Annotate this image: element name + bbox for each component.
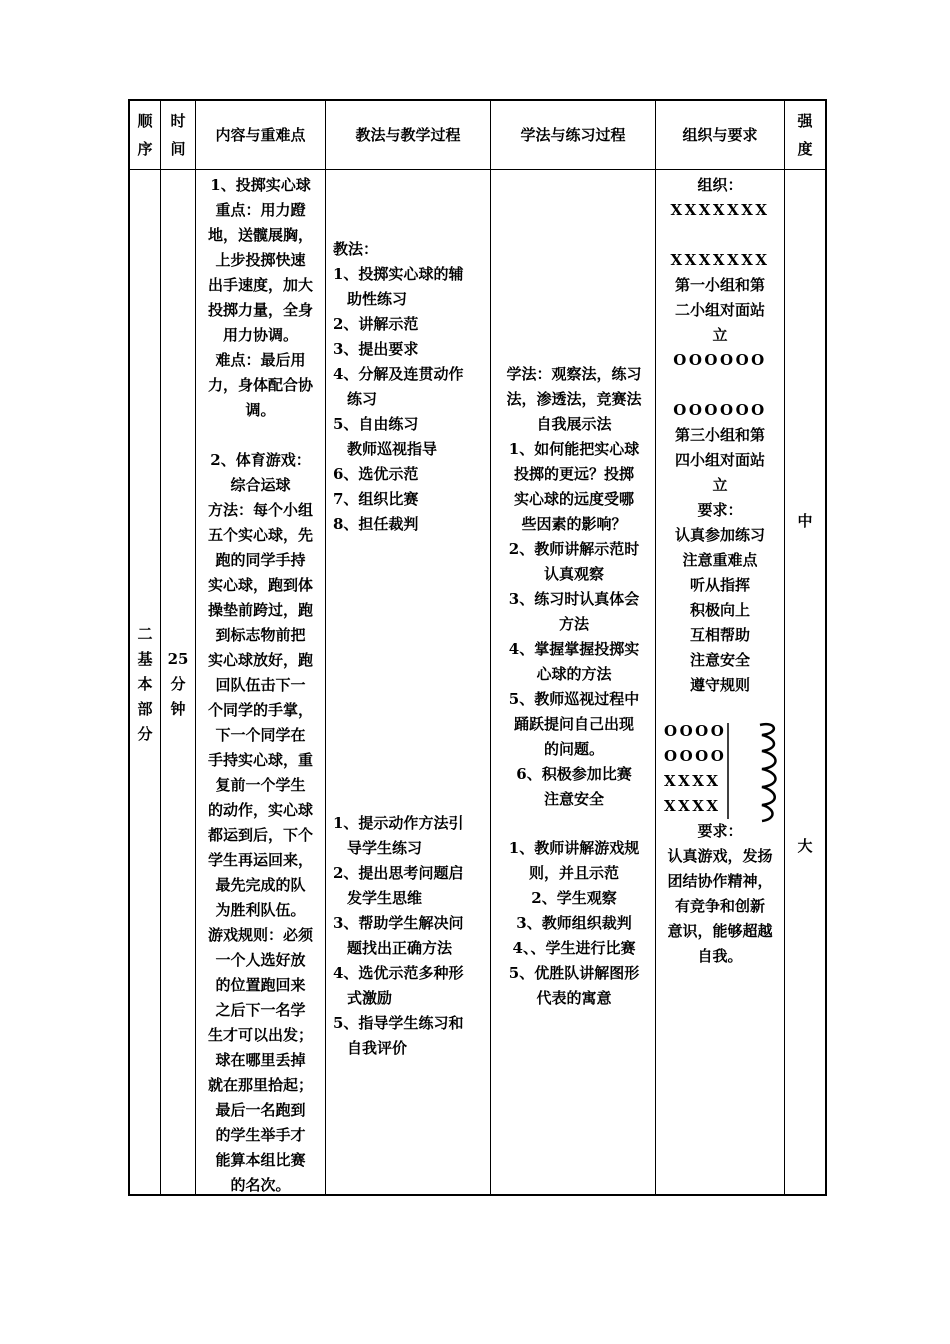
learning-step: 自我展示法 — [536, 415, 612, 433]
teaching-step: 7、组织比赛 — [333, 490, 419, 508]
formation-row: OOOO — [664, 747, 727, 765]
teaching-process — [333, 811, 490, 1061]
org-requirement: 注意安全 — [689, 651, 750, 669]
game-requirement-line: 有竞争和创新 — [674, 897, 765, 915]
learning-process — [493, 836, 655, 1011]
teaching-title: 教法： — [333, 240, 379, 258]
content-line: 方法：每个小组 — [207, 501, 313, 519]
content-line: 游戏规则：必须 — [207, 926, 313, 944]
grid-line — [325, 101, 326, 1194]
content-line: 调。 — [245, 401, 276, 419]
learning-step: 学法：观察法，练习 — [506, 365, 642, 383]
teaching-step: 1、投掷实心球的辅 — [333, 265, 464, 283]
org-group-text: 第三小组和第 — [674, 426, 765, 444]
content-line: 手持实心球，重 — [207, 751, 313, 769]
learning-methods — [493, 362, 655, 812]
teaching-step: 练习 — [347, 390, 378, 408]
teaching-step: 8、担任裁判 — [333, 515, 419, 533]
content-line: 实心球放好，跑 — [207, 651, 313, 669]
teaching-step: 自我评价 — [347, 1039, 408, 1057]
content-line: 难点：最后用 — [215, 351, 306, 369]
learning-step: 投掷的更远？投掷 — [513, 465, 634, 483]
content-line: 一个人选好放 — [215, 951, 306, 969]
content-line: 就在那里拾起； — [207, 1076, 313, 1094]
teaching-step: 1、提示动作方法引 — [333, 814, 464, 832]
learning-step: 的问题。 — [543, 740, 604, 758]
content-line: 学生再运回来， — [207, 851, 313, 869]
org-requirement: 听从指挥 — [689, 576, 750, 594]
learning-step: 代表的寓意 — [536, 989, 612, 1007]
org-requirement: 遵守规则 — [689, 676, 750, 694]
content-line — [196, 423, 325, 448]
content-line: 球在哪里丢掉 — [215, 1051, 306, 1069]
organization-section — [656, 173, 784, 698]
formation-x-row: XXXXXXX — [670, 201, 770, 219]
learning-step: 认真观察 — [543, 565, 604, 583]
content-line: 用力协调。 — [222, 326, 298, 344]
content-difficulty-text — [196, 173, 325, 1198]
intensity-medium: 中 — [797, 512, 813, 530]
teaching-step: 导学生练习 — [347, 839, 423, 857]
route-diagram — [720, 719, 784, 829]
teaching-step: 4、选优示范多种形 — [333, 964, 464, 982]
learning-step: 3、练习时认真体会 — [508, 590, 640, 608]
header-learning: 学法与练习过程 — [520, 125, 626, 144]
content-line: 的名次。 — [230, 1176, 291, 1194]
grid-line — [490, 101, 491, 1194]
content-line: 最先完成的队 — [215, 876, 306, 894]
learning-step: 注意安全 — [543, 790, 604, 808]
teaching-step: 式激励 — [347, 989, 393, 1007]
header-teaching: 教法与教学过程 — [355, 125, 461, 144]
header-divider — [130, 169, 825, 170]
header-time: 时 间 — [170, 112, 186, 158]
learning-step: 1、如何能把实心球 — [508, 440, 640, 458]
org-requirement: 互相帮助 — [689, 626, 750, 644]
teaching-step: 助性练习 — [347, 290, 408, 308]
org-group-text: 二小组对面站 — [674, 301, 765, 319]
org-req-title: 要求： — [697, 501, 743, 519]
content-line: 上步投掷快速 — [215, 251, 306, 269]
teaching-step: 5、自由练习 — [333, 415, 419, 433]
content-line: 2、体育游戏： — [210, 451, 311, 469]
org-group-text: 第一小组和第 — [674, 276, 765, 294]
section-label: 二 基 本 部 分 — [137, 625, 153, 743]
org-requirement: 积极向上 — [689, 601, 750, 619]
teaching-step: 4、分解及连贯动作 — [333, 365, 464, 383]
game-requirements — [656, 819, 784, 969]
content-line: 最后一名跑到 — [215, 1101, 306, 1119]
learning-step: 实心球的远度受哪 — [513, 490, 634, 508]
game-req-title: 要求： — [697, 822, 743, 840]
org-requirement: 注意重难点 — [682, 551, 758, 569]
teaching-step: 2、讲解示范 — [333, 315, 419, 333]
content-line: 力，身体配合协 — [207, 376, 313, 394]
header-intensity: 强 度 — [797, 112, 813, 158]
content-line: 跑的同学手持 — [215, 551, 306, 569]
content-line: 回队伍击下一 — [215, 676, 306, 694]
formation-x-row: XXXXXXX — [670, 251, 770, 269]
formation-o-row: OOOOOO — [673, 401, 767, 419]
header-content: 内容与重难点 — [215, 125, 306, 144]
org-group-text: 立 — [712, 326, 728, 344]
content-line: 下一个同学在 — [215, 726, 306, 744]
header-order: 顺 序 — [137, 112, 153, 158]
content-line: 重点：用力蹬 — [215, 201, 306, 219]
teaching-step: 5、指导学生练习和 — [333, 1014, 464, 1032]
content-line: 复前一个学生 — [215, 776, 306, 794]
learning-step: 踊跃提问自己出现 — [513, 715, 634, 733]
learning-step: 3、教师组织裁判 — [516, 914, 632, 932]
learning-step: 心球的方法 — [536, 665, 612, 683]
content-line: 能算本组比赛 — [215, 1151, 306, 1169]
header-organization: 组织与要求 — [682, 125, 758, 144]
content-line: 的学生举手才 — [215, 1126, 306, 1144]
content-line: 到标志物前把 — [215, 626, 306, 644]
org-title: 组织： — [697, 176, 743, 194]
zigzag-run-path — [760, 724, 776, 821]
learning-step: 4、、学生进行比赛 — [512, 939, 636, 957]
content-line: 生才可以出发； — [207, 1026, 313, 1044]
game-requirement-line: 意识，能够超越 — [667, 922, 773, 940]
learning-step: 6、积极参加比赛 — [516, 765, 632, 783]
content-line: 地，送髋展胸， — [207, 226, 313, 244]
learning-step: 4、掌握掌握投掷实 — [508, 640, 640, 658]
learning-step: 法，渗透法，竞赛法 — [506, 390, 642, 408]
learning-step: 则，并且示范 — [528, 864, 619, 882]
org-requirement: 认真参加练习 — [674, 526, 765, 544]
formation-row: XXXX — [664, 772, 721, 790]
learning-step: 方法 — [558, 615, 589, 633]
teaching-step: 2、提出思考问题启 — [333, 864, 464, 882]
content-line: 综合运球 — [230, 476, 291, 494]
content-line: 实心球，跑到体 — [207, 576, 313, 594]
teaching-step: 教师巡视指导 — [347, 440, 438, 458]
formation-o-row: OOOOOO — [673, 351, 767, 369]
org-group-text: 四小组对面站 — [674, 451, 765, 469]
teaching-step: 题找出正确方法 — [347, 939, 453, 957]
teaching-step: 6、选优示范 — [333, 465, 419, 483]
formation-row: OOOO — [664, 722, 727, 740]
game-requirement-line: 认真游戏，发扬 — [667, 847, 773, 865]
content-line: 投掷力量，全身 — [207, 301, 313, 319]
content-line: 之后下一名学 — [215, 1001, 306, 1019]
content-line: 1、投掷实心球 — [210, 176, 311, 194]
duration-label: 25 分 钟 — [167, 650, 189, 718]
intensity-high: 大 — [797, 837, 813, 855]
content-line: 的位置跑回来 — [215, 976, 306, 994]
teaching-step: 3、提出要求 — [333, 340, 419, 358]
lesson-plan-table — [128, 99, 827, 1196]
teaching-step: 发学生思维 — [347, 889, 423, 907]
content-line: 五个实心球，先 — [207, 526, 313, 544]
org-group-text: 立 — [712, 476, 728, 494]
learning-step: 5、教师巡视过程中 — [508, 690, 640, 708]
content-line: 出手速度，加大 — [207, 276, 313, 294]
learning-step: 1、教师讲解游戏规 — [508, 839, 640, 857]
game-requirement-line: 自我。 — [697, 947, 743, 965]
formation-row: XXXX — [664, 797, 721, 815]
learning-step: 2、教师讲解示范时 — [508, 540, 640, 558]
learning-step: 些因素的影响？ — [521, 515, 627, 533]
content-line: 操垫前跨过，跑 — [207, 601, 313, 619]
content-line: 都运到后，下个 — [207, 826, 313, 844]
learning-step: 2、学生观察 — [531, 889, 617, 907]
content-line: 的动作，实心球 — [207, 801, 313, 819]
game-requirement-line: 团结协作精神， — [667, 872, 773, 890]
content-line: 个同学的手掌， — [207, 701, 313, 719]
teaching-step: 3、帮助学生解决问 — [333, 914, 464, 932]
learning-step: 5、优胜队讲解图形 — [508, 964, 640, 982]
content-line: 为胜利队伍。 — [215, 901, 306, 919]
teaching-methods — [333, 237, 490, 537]
grid-line — [784, 101, 785, 1194]
